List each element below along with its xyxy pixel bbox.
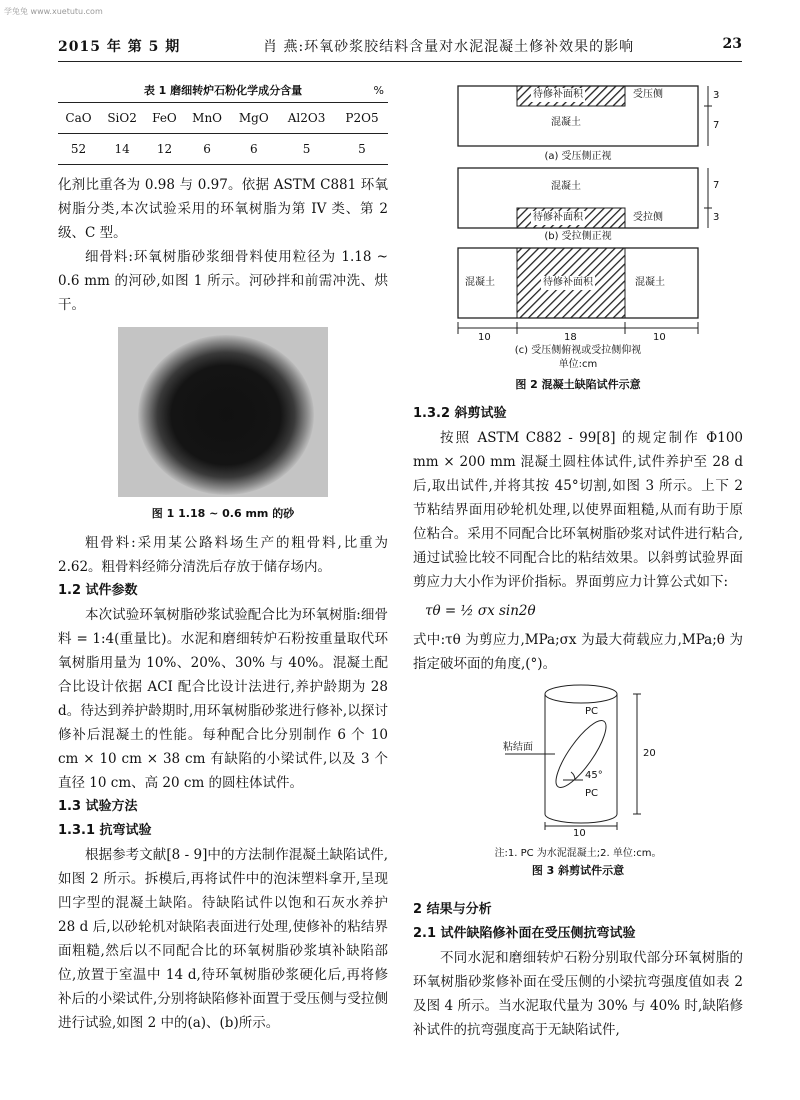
fig2c-right-concrete: 混凝土 <box>635 277 665 288</box>
table1-unit: % <box>373 84 384 97</box>
fig2-dim-10a: 10 <box>478 332 491 343</box>
table1-header-row <box>58 103 388 134</box>
th-mgo: MgO <box>230 103 277 134</box>
right-column <box>413 76 743 1042</box>
shear-stress-formula: τθ = ½ σx sin2θ <box>425 603 536 619</box>
fig2a-compression-label: 受压侧 <box>633 89 663 100</box>
section-1-3-1-title: 1.3.1 抗弯试验 <box>58 823 152 838</box>
fig2b-tension-label: 受拉侧 <box>633 212 663 223</box>
table1 <box>58 102 388 165</box>
th-al2o3: Al2O3 <box>277 103 336 134</box>
fig2a-concrete-label: 混凝土 <box>551 117 581 128</box>
th-cao: CaO <box>58 103 99 134</box>
paragraph-fine-aggregate: 细骨料:环氧树脂砂浆细骨料使用粒径为 1.18 ~ 0.6 mm 的河砂,如图 1 所示。河砂拌和前需冲洗、烘干。 <box>58 249 388 313</box>
fig3-angle: 45° <box>585 770 603 781</box>
figure3 <box>413 680 743 840</box>
paragraph-results: 不同水泥和磨细转炉石粉分别取代部分环氧树脂的环氧树脂砂浆修补面在受压侧的小梁抗弯强度值如表 2 及图 4 所示。当水泥取代量为 30% 与 40% 时,缺陷修补试件的抗弯强度高于无缺陷试件, <box>413 950 743 1038</box>
td-sio2: 14 <box>99 134 145 165</box>
paragraph-specimen-params: 本次试验环氧树脂砂浆试验配合比为环氧树脂:细骨料 = 1:4(重量比)。水泥和磨细转炉石粉按重量取代环氧树脂用量为 10%、20%、30% 与 40%。混凝土配合比设计依据 ACI 配合比设计法进行,养护龄期为 28 d。待达到养护龄期时,用环氧树脂砂浆进行修补,以探讨修补后混凝土的性能。每种配合比分别制作 6 个 10 cm × 10 cm × 38 cm 有缺陷的小梁试件,以及 3 个直径 10 cm、高 20 cm 的圆柱体试件。 <box>58 607 388 791</box>
fig3-diameter: 10 <box>573 828 586 839</box>
left-column <box>58 80 388 1035</box>
fig2b-repair-label: 待修补面积 <box>533 212 583 223</box>
fig3-bond-label: 粘结面 <box>503 742 533 753</box>
figure2-caption: 图 2 混凝土缺陷试件示意 <box>515 378 641 391</box>
fig2b-caption: (b) 受拉侧正视 <box>544 231 612 242</box>
fig2c-caption: (c) 受压侧俯视或受拉侧仰视 <box>514 345 642 356</box>
figure3-caption: 图 3 斜剪试件示意 <box>531 864 625 877</box>
fig2-dim-3b: 3 <box>713 212 720 223</box>
th-feo: FeO <box>145 103 184 134</box>
td-feo: 12 <box>145 134 184 165</box>
figure3-note: 注:1. PC 为水泥混凝土;2. 单位:cm。 <box>494 848 662 859</box>
td-mgo: 6 <box>230 134 277 165</box>
fig2-dim-10b: 10 <box>653 332 666 343</box>
section-1-3-title: 1.3 试验方法 <box>58 799 138 814</box>
running-title: 肖 燕:环氧砂浆胶结料含量对水泥混凝土修补效果的影响 <box>263 39 635 55</box>
slant-shear-cylinder <box>413 680 743 840</box>
table1-value-row <box>58 134 388 165</box>
fig2-dim-3a: 3 <box>713 90 720 101</box>
td-cao: 52 <box>58 134 99 165</box>
sand-photo <box>118 327 328 497</box>
section-1-2-title: 1.2 试件参数 <box>58 583 138 598</box>
header-rule <box>58 61 742 62</box>
issue-label: 2015 年 第 5 期 <box>58 39 181 55</box>
section-2-title: 2 结果与分析 <box>413 902 492 917</box>
figure2 <box>413 76 743 376</box>
paragraph-slant-shear: 按照 ASTM C882 - 99[8] 的规定制作 Φ100 mm × 200 mm 混凝土圆柱体试件,试件养护至 28 d 后,取出试件,并将其按 45°切割,如图 3 所示。上下 2 节粘结界面用砂轮机处理,以使界面粗糙,从而有助于原位粘合。采用不同配合比环氧树脂砂浆对试件进行粘合,通过试验比较不同配合比的粘结效果。以斜剪试验界面剪应力大小作为评价指标。界面剪应力计算公式如下: <box>413 430 743 590</box>
fig2-dim-7b: 7 <box>713 180 720 191</box>
section-1-3-2-title: 1.3.2 斜剪试验 <box>413 406 507 421</box>
fig2-unit: 单位:cm <box>558 359 598 370</box>
th-sio2: SiO2 <box>99 103 145 134</box>
paragraph-hardener: 化剂比重各为 0.98 与 0.97。依据 ASTM C881 环氧树脂分类,本次试验采用的环氧树脂为第 IV 类、第 2 级、C 型。 <box>58 177 388 241</box>
fig3-pc-top: PC <box>585 706 599 717</box>
figure1 <box>58 327 388 523</box>
fig2b-concrete-label: 混凝土 <box>551 181 581 192</box>
fig2a-repair-label: 待修补面积 <box>533 89 583 100</box>
page-number: 23 <box>722 36 742 52</box>
td-mno: 6 <box>184 134 231 165</box>
th-p2o5: P2O5 <box>336 103 388 134</box>
table1-caption: 表 1 磨细转炉石粉化学成分含量 % <box>58 80 388 102</box>
watermark: 学兔兔 www.xuetutu.com <box>4 7 103 16</box>
fig2c-left-concrete: 混凝土 <box>465 277 495 288</box>
th-mno: MnO <box>184 103 231 134</box>
paragraph-formula-notation: 式中:τθ 为剪应力,MPa;σx 为最大荷载应力,MPa;θ 为指定破坏面的角度,(°)。 <box>413 632 743 672</box>
fig2c-repair-label: 待修补面积 <box>543 277 593 288</box>
fig2-dim-7a: 7 <box>713 120 720 131</box>
td-al2o3: 5 <box>277 134 336 165</box>
td-p2o5: 5 <box>336 134 388 165</box>
paragraph-flexural-method: 根据参考文献[8 - 9]中的方法制作混凝土缺陷试件,如图 2 所示。拆模后,再将试件中的泡沫塑料拿开,呈现凹字型的混凝土缺陷。待缺陷试件以饱和石灰水养护 28 d 后,以砂轮机对缺陷表面进行处理,使修补的粘结界面粗糙,然后以不同配合比的环氧树脂砂浆填补缺陷部位,放置于室温中 14 d,待环氧树脂砂浆硬化后,再将修补后的小梁试件,分别将缺陷修补面置于受压侧与受拉侧进行试验,如图 2 中的(a)、(b)所示。 <box>58 847 388 1031</box>
section-2-1-title: 2.1 试件缺陷修补面在受压侧抗弯试验 <box>413 926 636 941</box>
fig3-pc-bottom: PC <box>585 788 599 799</box>
figure1-caption: 图 1 1.18 ~ 0.6 mm 的砂 <box>151 507 295 520</box>
fig3-height: 20 <box>643 748 656 759</box>
fig2a-caption: (a) 受压侧正视 <box>544 151 612 162</box>
page-header <box>58 36 742 60</box>
fig2-dim-18: 18 <box>564 332 577 343</box>
paragraph-coarse-aggregate: 粗骨料:采用某公路料场生产的粗骨料,比重为 2.62。粗骨料经筛分清洗后存放于储存场内。 <box>58 535 388 575</box>
